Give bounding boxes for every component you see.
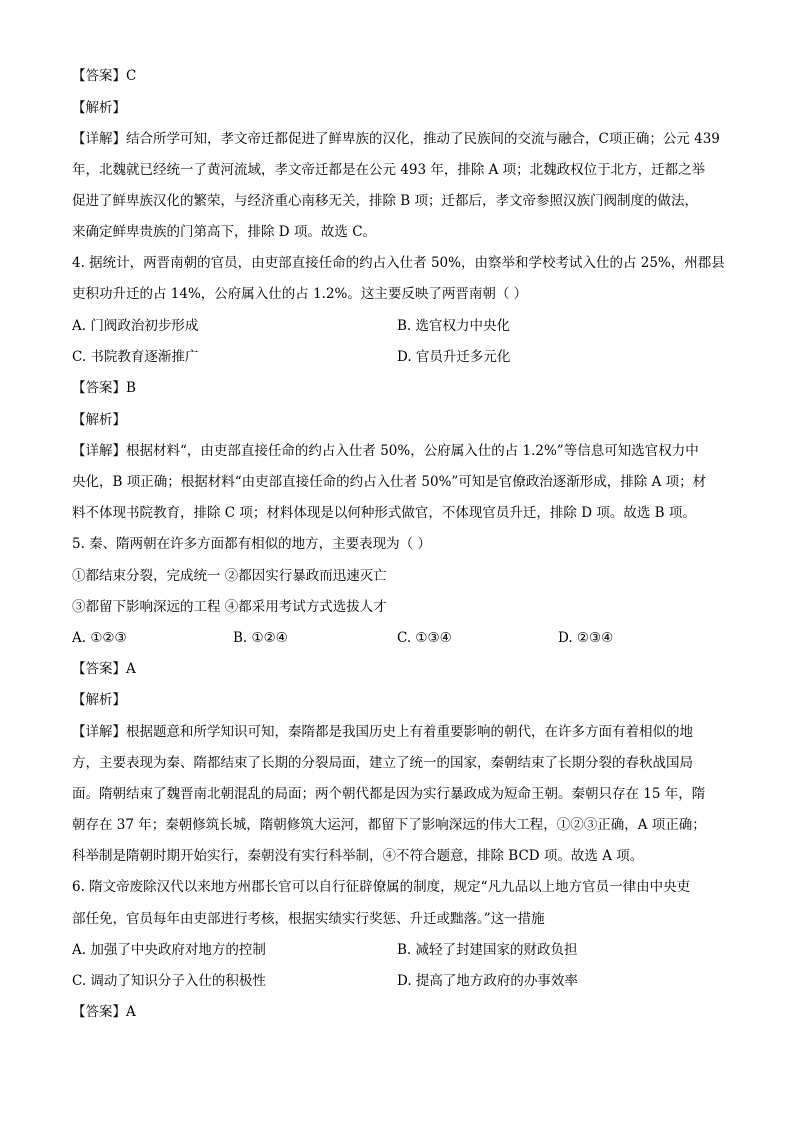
q6-option-c: C. 调动了知识分子入仕的积极性 [72, 973, 266, 989]
q5-detail-line: 面。隋朝结束了魏晋南北朝混乱的局面；两个朝代都是因为实行暴政成为短命王朝。秦朝只存在 15 年，隋 [72, 786, 706, 802]
q5-option-d: D. ②③④ [558, 630, 614, 646]
q5-detail-line: 科举制是隋朝时期开始实行，秦朝没有实行科举制，④不符合题意，排除 BCD 项。故选 A 项。 [72, 848, 644, 864]
q5-item-line: ③都留下影响深远的工程 ④都采用考试方式选拔人才 [72, 599, 387, 615]
q6-stem-line: 部任免，官员每年由吏部进行考核，根据实绩实行奖惩、升迁或黜落。”这一措施 [72, 911, 545, 927]
q5-option-b: B. ①②④ [233, 630, 288, 646]
q4-detail-line: 央化，B 项正确；根据材料“由吏部直接任命的约占入仕者 50%”可知是官僚政治逐渐形成，排除 A 项；材 [72, 474, 707, 490]
q4-option-c: C. 书院教育逐渐推广 [72, 349, 199, 365]
q5-detail-line: 朝存在 37 年；秦朝修筑长城，隋朝修筑大运河，都留下了影响深远的伟大工程，①②③正确，A 项正确； [72, 817, 706, 833]
q6-option-b: B. 减轻了封建国家的财政负担 [397, 942, 578, 958]
q5-stem: 5. 秦、隋两朝在许多方面都有相似的地方，主要表现为（ ） [72, 536, 431, 552]
q4-analysis-heading: 【解析】 [72, 412, 126, 428]
q4-stem-line: 4. 据统计，两晋南朝的官员，由吏部直接任命的约占入仕者 50%，由察举和学校考试入仕的占 25%，州郡县 [72, 255, 725, 271]
q5-detail-line: 【详解】根据题意和所学知识可知，秦隋都是我国历史上有着重要影响的朝代，在许多方面有着相似的地 [72, 724, 693, 740]
q6-answer: 【答案】A [72, 1004, 136, 1020]
q4-detail-line: 料不体现书院教育，排除 C 项；材料体现是以何种形式做官，不体现官员升迁，排除 D 项。故选 B 项。 [72, 505, 696, 521]
q4-option-d: D. 官员升迁多元化 [397, 349, 511, 365]
q5-detail-line: 方，主要表现为秦、隋都结束了长期的分裂局面，建立了统一的国家，秦朝结束了长期分裂的春秋战国局 [72, 755, 693, 771]
q4-option-a: A. 门阀政治初步形成 [72, 318, 199, 334]
q3-detail-line: 来确定鲜卑贵族的门第高下，排除 D 项。故选 C。 [72, 224, 377, 240]
q3-detail-line: 年，北魏就已经统一了黄河流域，孝文帝迁都是在公元 493 年，排除 A 项；北魏政权位于北方，迁都之举 [72, 162, 706, 178]
q6-option-d: D. 提高了地方政府的办事效率 [397, 973, 578, 989]
q3-detail-line: 【详解】结合所学可知，孝文帝迁都促进了鲜卑族的汉化，推动了民族间的交流与融合，C项正确；公元 439 [72, 131, 720, 147]
q3-analysis-heading: 【解析】 [72, 100, 126, 116]
q4-answer: 【答案】B [72, 380, 136, 396]
q5-answer: 【答案】A [72, 661, 136, 677]
q3-detail-line: 促进了鲜卑族汉化的繁荣，与经济重心南移无关，排除 B 项；迁都后，孝文帝参照汉族门阀制度的做法， [72, 193, 699, 209]
q6-option-a: A. 加强了中央政府对地方的控制 [72, 942, 266, 958]
q4-stem-line: 吏积功升迁的占 14%，公府属入仕的占 1.2%。这主要反映了两晋南朝（ ） [72, 286, 528, 302]
q5-item-line: ①都结束分裂，完成统一 ②都因实行暴政而迅速灭亡 [72, 568, 387, 584]
q5-option-c: C. ①③④ [397, 630, 452, 646]
q3-answer: 【答案】C [72, 68, 137, 84]
q4-option-b: B. 选官权力中央化 [397, 318, 511, 334]
q6-stem-line: 6. 隋文帝废除汉代以来地方州郡长官可以自行征辟僚属的制度，规定“凡九品以上地方官员一律由中央吏 [72, 879, 691, 895]
q5-option-a: A. ①②③ [72, 630, 127, 646]
q5-analysis-heading: 【解析】 [72, 692, 126, 708]
q4-detail-line: 【详解】根据材料“，由吏部直接任命的约占入仕者 50%，公府属入仕的占 1.2%”等信息可知选官权力中 [72, 443, 699, 459]
